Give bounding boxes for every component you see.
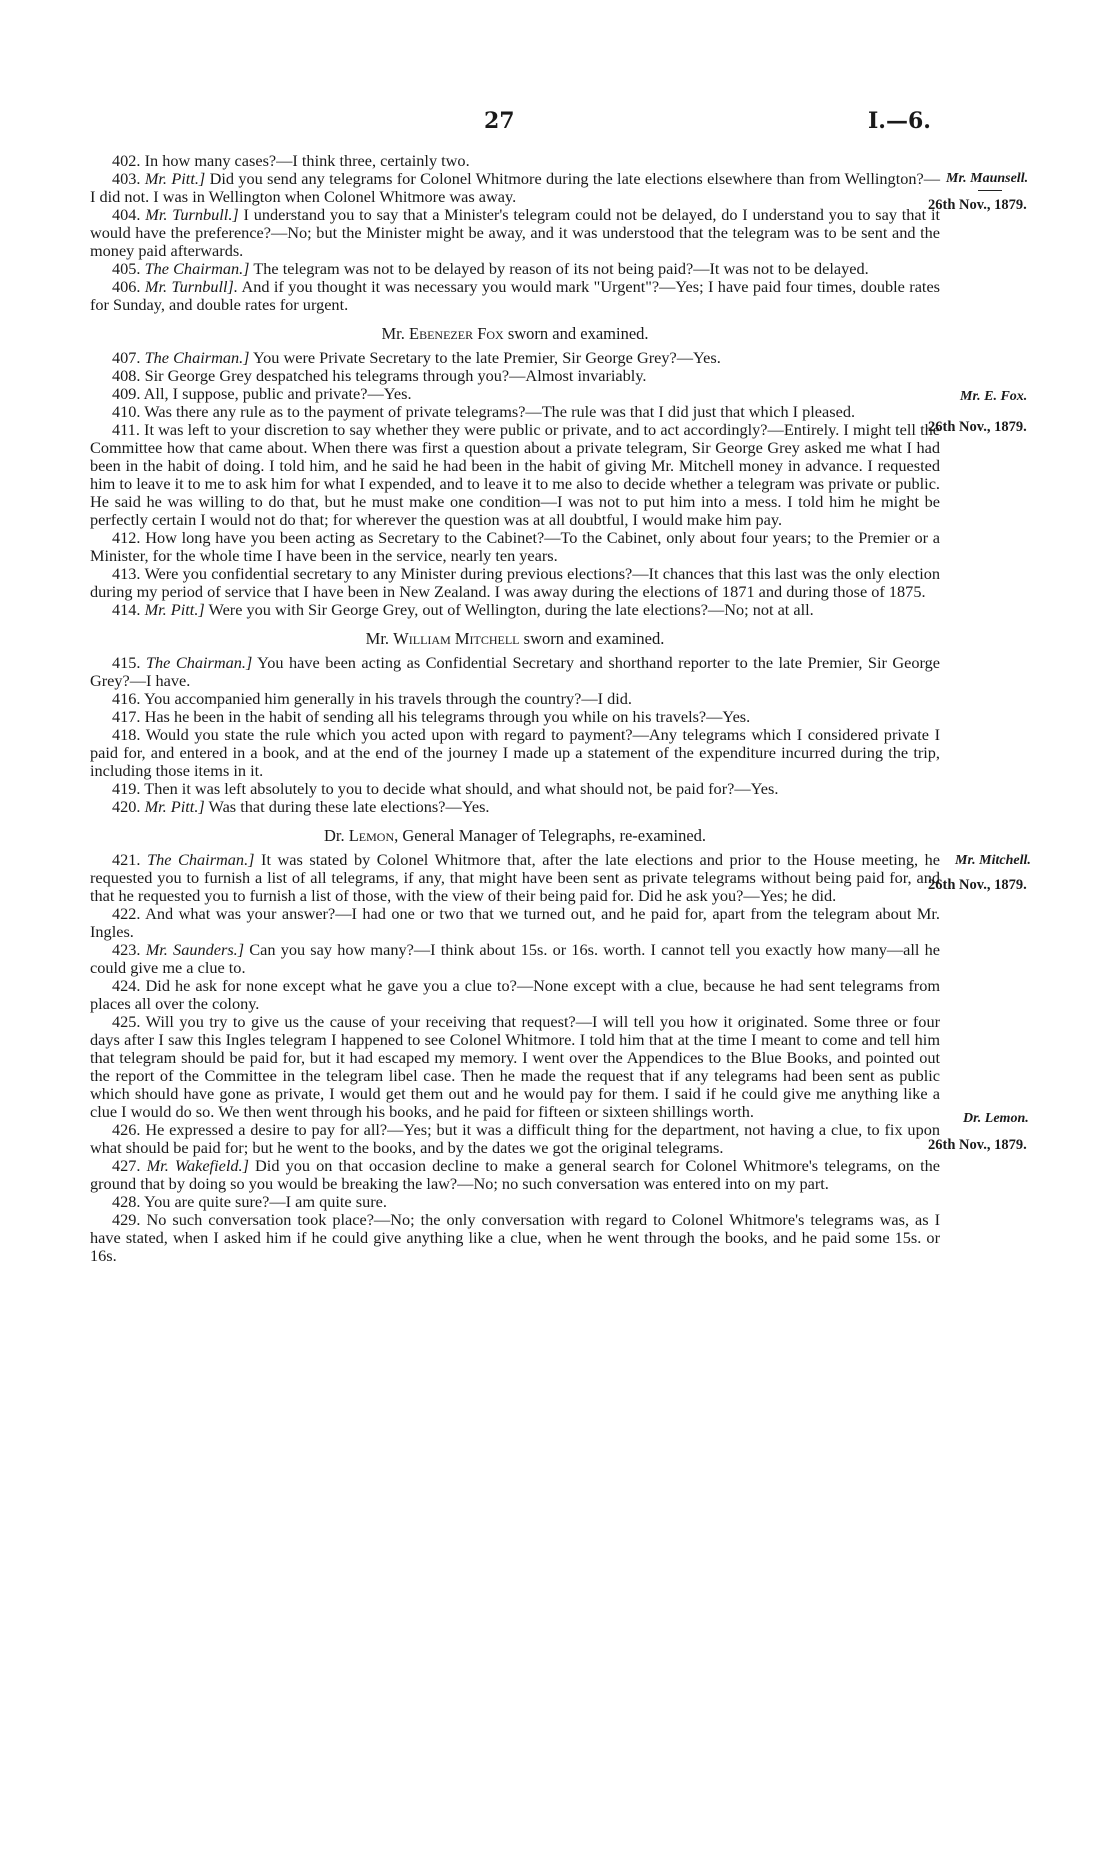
question-number: 408. — [112, 366, 141, 385]
margin-date-mitchell: 26th Nov., 1879. — [928, 877, 1027, 893]
heading-title: Mr. — [365, 629, 390, 648]
testimony-text: Were you confidential secretary to any Minister during previous elections?—It chances that this last was the only election during my period of service that I have been in New Zealand. I was away during the elections of 1871 and during those of 1875. — [90, 564, 941, 601]
speaker-name: Mr. Saunders.] — [145, 940, 245, 959]
testimony-text: It was left to your discretion to say whether they were public or private, and to act accordingly?—Entirely. I might tell the Committee how that came about. When there was first a question about a private telegram, Sir George Grey asked me what I had been in the habit of doing. I told him, and he said he had been in the habit of giving Mr. Mitchell money in advance. I requested him to leave it to me to ask him for what I expended, and to leave it to me also to decide whether a telegram was private or public. He said he was willing to do that, but he must make one condition—I was not to put him into a mess. I told him he might be perfectly certain I would not do that; for wherever the question was at all doubtful, I would make him pay. — [90, 420, 940, 529]
testimony-paragraph — [90, 601, 940, 619]
witness-heading — [90, 630, 940, 648]
testimony-text: I understand you to say that a Minister's telegram could not be delayed, do I understand you to say that it would have the preference?—No; but the Minister might be away, and it was understood that the telegram was to be sent and the money paid afterwards. — [90, 205, 940, 260]
testimony-paragraph — [90, 403, 940, 421]
question-number: 405. — [112, 259, 141, 278]
testimony-text: How long have you been acting as Secretary to the Cabinet?—To the Cabinet, only about four years; to the Premier or a Minister, for the whole time I have been in the service, nearly ten years. — [90, 528, 941, 565]
testimony-text: Would you state the rule which you acted upon with regard to payment?—Any telegrams which I considered private I paid for, and entered in a book, and at the end of the journey I made up a statement of the expenditure incurred during the trip, including those items in it. — [90, 725, 941, 780]
margin-witness-lemon: Dr. Lemon. — [963, 1111, 1029, 1126]
question-number: 422. — [112, 904, 141, 923]
testimony-paragraph — [90, 278, 940, 314]
margin-witness-mitchell: Mr. Mitchell. — [955, 853, 1031, 868]
question-number: 429. — [112, 1210, 141, 1229]
margin-date-fox: 26th Nov., 1879. — [928, 419, 1027, 435]
testimony-text: You are quite sure?—I am quite sure. — [143, 1192, 387, 1211]
question-number: 418. — [112, 725, 141, 744]
speaker-name: Mr. Turnbull]. — [144, 277, 238, 296]
question-number: 420. — [112, 797, 141, 816]
testimony-paragraph — [90, 260, 940, 278]
question-number: 406. — [112, 277, 141, 296]
testimony-text: No such conversation took place?—No; the only conversation with regard to Colonel Whitmore's telegrams was, as I have stated, when I asked him if he could give anything like a clue, when he went through the books, and he paid some 15s. or 16s. — [90, 1210, 940, 1265]
testimony-paragraph — [90, 941, 940, 977]
testimony-paragraph — [90, 654, 940, 690]
question-number: 410. — [112, 402, 141, 421]
speaker-name: The Chairman.] — [144, 259, 250, 278]
testimony-text: Has he been in the habit of sending all his telegrams through you while on his travels?—Yes. — [144, 707, 751, 726]
margin-date-maunsell: 26th Nov., 1879. — [928, 197, 1027, 213]
testimony-paragraph — [90, 1013, 940, 1121]
question-number: 415. — [112, 653, 141, 672]
question-number: 411. — [112, 420, 140, 439]
question-number: 428. — [112, 1192, 141, 1211]
testimony-text: Did he ask for none except what he gave you a clue to?—None except with a clue, because he had sent telegrams from places all over the colony. — [90, 976, 940, 1013]
testimony-paragraph — [90, 152, 940, 170]
testimony-paragraph — [90, 1157, 940, 1193]
question-number: 425. — [112, 1012, 141, 1031]
speaker-name: The Chairman.] — [147, 850, 255, 869]
testimony-text: He expressed a desire to pay for all?—Yes; but it was a difficult thing for the department, not having a clue, to fix upon what should be paid for; but he went to the books, and by the dates we got the original telegrams. — [90, 1120, 940, 1157]
testimony-paragraph — [90, 905, 940, 941]
heading-description: , General Manager of Telegraphs, re-examined. — [394, 826, 707, 845]
testimony-paragraph — [90, 367, 940, 385]
page-number: 27 — [484, 108, 515, 134]
heading-witness-name: Ebenezer Fox — [409, 324, 504, 343]
speaker-name: The Chairman.] — [144, 348, 250, 367]
speaker-name: Mr. Turnbull.] — [145, 205, 239, 224]
testimony-paragraph — [90, 206, 940, 260]
question-number: 421. — [112, 850, 141, 869]
testimony-paragraph — [90, 565, 940, 601]
testimony-text: Did you on that occasion decline to make a general search for Colonel Whitmore's telegrams, on the ground that by doing so you would be breaking the law?—No; no such conversation was entered into on my part. — [90, 1156, 940, 1193]
question-number: 419. — [112, 779, 141, 798]
question-number: 416. — [112, 689, 141, 708]
testimony-text: All, I suppose, public and private?—Yes. — [143, 384, 412, 403]
testimony-text: Sir George Grey despatched his telegrams through you?—Almost invariably. — [144, 366, 647, 385]
question-number: 413. — [112, 564, 141, 583]
testimony-text: It was stated by Colonel Whitmore that, after the late elections and prior to the House meeting, he requested you to furnish a list of all telegrams, if any, that might have been sent as private telegrams without being paid for, and that he requested you to furnish a list of those, with the view of their being paid for. Did he ask you?—Yes; he did. — [90, 850, 940, 905]
question-number: 402. — [112, 151, 141, 170]
testimony-paragraph — [90, 726, 940, 780]
question-number: 424. — [112, 976, 141, 995]
question-number: 427. — [112, 1156, 141, 1175]
heading-description: sworn and examined. — [523, 629, 665, 648]
speaker-name: Mr. Wakefield.] — [146, 1156, 249, 1175]
testimony-text: Was that during these late elections?—Yes. — [208, 797, 490, 816]
testimony-text: Were you with Sir George Grey, out of Wellington, during the late elections?—No; not at all. — [208, 600, 814, 619]
speaker-name: Mr. Pitt.] — [144, 169, 206, 188]
testimony-paragraph — [90, 349, 940, 367]
speaker-name: The Chairman.] — [145, 653, 253, 672]
testimony-paragraph — [90, 385, 940, 403]
question-number: 407. — [112, 348, 141, 367]
heading-description: sworn and examined. — [507, 324, 649, 343]
margin-date-lemon: 26th Nov., 1879. — [928, 1137, 1027, 1153]
document-reference: I.—6. — [868, 108, 931, 134]
margin-witness-fox: Mr. E. Fox. — [960, 389, 1028, 404]
testimony-text: You have been acting as Confidential Secretary and shorthand reporter to the late Premier, Sir George Grey?—I have. — [90, 653, 940, 690]
testimony-paragraph — [90, 421, 940, 529]
heading-title: Dr. — [323, 826, 345, 845]
testimony-text: Then it was left absolutely to you to decide what should, and what should not, be paid for?—Yes. — [144, 779, 779, 798]
margin-rule — [978, 190, 1002, 191]
heading-witness-name: Lemon — [348, 826, 395, 845]
testimony-paragraph — [90, 780, 940, 798]
heading-title: Mr. — [381, 324, 405, 343]
testimony-column — [90, 152, 940, 1265]
question-number: 409. — [112, 384, 141, 403]
testimony-text: In how many cases?—I think three, certainly two. — [144, 151, 470, 170]
speaker-name: Mr. Pitt.] — [144, 797, 205, 816]
testimony-text: Was there any rule as to the payment of private telegrams?—The rule was that I did just that which I pleased. — [144, 402, 856, 421]
testimony-text: You accompanied him generally in his travels through the country?—I did. — [143, 689, 632, 708]
question-number: 414. — [112, 600, 141, 619]
testimony-paragraph — [90, 1193, 940, 1211]
speaker-name: Mr. Pitt.] — [144, 600, 205, 619]
question-number: 404. — [112, 205, 141, 224]
testimony-paragraph — [90, 1211, 940, 1265]
testimony-paragraph — [90, 690, 940, 708]
testimony-text: And what was your answer?—I had one or two that we turned out, and he paid for, apart from the telegram about Mr. Ingles. — [90, 904, 941, 941]
question-number: 412. — [112, 528, 141, 547]
question-number: 403. — [112, 169, 141, 188]
testimony-paragraph — [90, 708, 940, 726]
testimony-text: Can you say how many?—I think about 15s. or 16s. worth. I cannot tell you exactly how many—all he could give me a clue to. — [90, 940, 941, 977]
question-number: 426. — [112, 1120, 141, 1139]
heading-witness-name: William Mitchell — [393, 629, 520, 648]
witness-heading — [90, 325, 940, 343]
testimony-paragraph — [90, 851, 940, 905]
margin-witness-maunsell: Mr. Maunsell. — [946, 171, 1029, 186]
question-number: 417. — [112, 707, 141, 726]
testimony-paragraph — [90, 798, 940, 816]
testimony-text: You were Private Secretary to the late Premier, Sir George Grey?—Yes. — [253, 348, 721, 367]
testimony-paragraph — [90, 170, 940, 206]
testimony-paragraph — [90, 1121, 940, 1157]
testimony-text: The telegram was not to be delayed by reason of its not being paid?—It was not to be delayed. — [253, 259, 869, 278]
question-number: 423. — [112, 940, 141, 959]
testimony-text: Did you send any telegrams for Colonel Whitmore during the late elections elsewhere than from Wellington?—I did not. I was in Wellington when Colonel Whitmore was away. — [90, 169, 941, 206]
testimony-paragraph — [90, 977, 940, 1013]
testimony-paragraph — [90, 529, 940, 565]
witness-heading — [90, 827, 940, 845]
testimony-text: And if you thought it was necessary you would mark "Urgent"?—Yes; I have paid four times, double rates for Sunday, and double rates for urgent. — [90, 277, 941, 314]
testimony-text: Will you try to give us the cause of your receiving that request?—I will tell you how it originated. Some three or four days after I saw this Ingles telegram I happened to see Colonel Whitmore. I told him that at the time I meant to come and tell him that telegram should be paid for, but it had escaped my memory. I went over the Appendices to the Blue Books, and pointed out the report of the Committee in the telegram libel case. Then he made the request that if any telegrams had been sent as public which should have gone as private, I would get them out and he would pay for them. I said if he could give me anything like a clue I would do so. We then went through his books, and he paid for fifteen or sixteen shillings worth. — [90, 1012, 941, 1121]
